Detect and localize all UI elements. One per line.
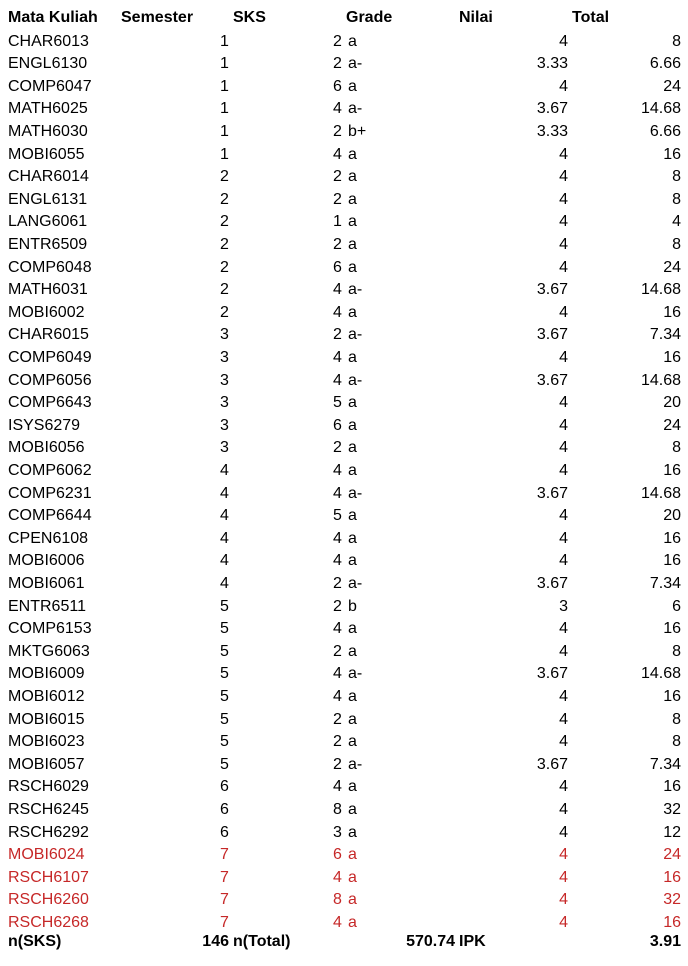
nilai-value: 3 (559, 597, 568, 615)
course-code: COMP6049 (8, 348, 92, 366)
semester-value: 3 (220, 371, 229, 389)
total-value: 7.34 (649, 574, 681, 592)
nilai-value: 3.33 (536, 55, 568, 73)
total-value: 8 (672, 710, 681, 728)
grade-value: a (348, 823, 357, 841)
sks-value: 4 (333, 913, 342, 931)
nilai-value: 4 (559, 710, 568, 728)
total-value: 7.34 (649, 755, 681, 773)
sks-value: 2 (333, 122, 342, 140)
table-row (0, 460, 688, 483)
grade-value: a (348, 213, 357, 231)
semester-value: 1 (220, 122, 229, 140)
grade-value: a (348, 235, 357, 253)
sks-value: 4 (333, 552, 342, 570)
course-code: COMP6644 (8, 507, 92, 525)
grade-value: a- (348, 55, 363, 73)
sks-value: 4 (333, 484, 342, 502)
table-row (0, 686, 688, 709)
total-value: 24 (663, 416, 681, 434)
table-row (0, 437, 688, 460)
total-value: 8 (672, 190, 681, 208)
semester-value: 5 (220, 687, 229, 705)
grade-value: a- (348, 100, 363, 118)
total-value: 16 (663, 348, 681, 366)
total-value: 16 (663, 461, 681, 479)
table-row (0, 596, 688, 619)
total-value: 8 (672, 439, 681, 457)
grade-value: a (348, 461, 357, 479)
course-code: COMP6231 (8, 484, 92, 502)
semester-value: 5 (220, 642, 229, 660)
course-code: MATH6025 (8, 100, 88, 118)
course-code: RSCH6268 (8, 913, 89, 931)
total-value: 7.34 (649, 326, 681, 344)
nilai-value: 4 (559, 507, 568, 525)
sks-value: 4 (333, 461, 342, 479)
table-row (0, 347, 688, 370)
semester-value: 5 (220, 597, 229, 615)
grade-value: a (348, 687, 357, 705)
table-row (0, 166, 688, 189)
total-value: 32 (663, 800, 681, 818)
table-row (0, 528, 688, 551)
course-code: CHAR6013 (8, 32, 89, 50)
table-row (0, 324, 688, 347)
table-row (0, 31, 688, 54)
semester-value: 4 (220, 507, 229, 525)
course-code: LANG6061 (8, 213, 88, 231)
grade-value: a (348, 642, 357, 660)
sks-value: 6 (333, 846, 342, 864)
sks-value: 5 (333, 394, 342, 412)
grade-value: a- (348, 665, 363, 683)
course-code: COMP6048 (8, 258, 92, 276)
total-value: 14.68 (640, 100, 681, 118)
total-value: 8 (672, 235, 681, 253)
nilai-value: 4 (559, 32, 568, 50)
semester-value: 3 (220, 416, 229, 434)
course-code: MOBI6024 (8, 846, 85, 864)
grade-value: a (348, 303, 357, 321)
total-value: 24 (663, 77, 681, 95)
sks-value: 6 (333, 77, 342, 95)
sks-value: 8 (333, 800, 342, 818)
course-code: MOBI6056 (8, 439, 85, 457)
sks-value: 2 (333, 32, 342, 50)
sks-value: 1 (333, 213, 342, 231)
nilai-value: 4 (559, 77, 568, 95)
sks-value: 2 (333, 168, 342, 186)
semester-value: 3 (220, 439, 229, 457)
course-code: ISYS6279 (8, 416, 81, 434)
table-row (0, 889, 688, 912)
nilai-value: 3.67 (536, 326, 568, 344)
grade-value: a (348, 733, 357, 751)
total-value: 16 (663, 552, 681, 570)
table-row (0, 709, 688, 732)
table-row (0, 392, 688, 415)
grade-value: a- (348, 484, 363, 502)
semester-value: 4 (220, 484, 229, 502)
table-row (0, 844, 688, 867)
course-code: MATH6031 (8, 281, 88, 299)
sks-value: 2 (333, 642, 342, 660)
semester-value: 4 (220, 529, 229, 547)
nilai-value: 4 (559, 529, 568, 547)
grade-value: a (348, 258, 357, 276)
nilai-value: 4 (559, 733, 568, 751)
semester-value: 1 (220, 32, 229, 50)
grade-value: a- (348, 281, 363, 299)
grade-value: b (348, 597, 357, 615)
course-code: MOBI6057 (8, 755, 85, 773)
total-value: 8 (672, 168, 681, 186)
total-value: 8 (672, 32, 681, 50)
grade-value: b+ (348, 122, 367, 140)
sks-value: 2 (333, 235, 342, 253)
nilai-value: 3.33 (536, 122, 568, 140)
nilai-value: 4 (559, 800, 568, 818)
semester-value: 5 (220, 755, 229, 773)
total-value: 14.68 (640, 371, 681, 389)
course-code: MATH6030 (8, 122, 88, 140)
table-row (0, 776, 688, 799)
grade-value: a- (348, 755, 363, 773)
grade-value: a (348, 778, 357, 796)
course-code: MOBI6023 (8, 733, 85, 751)
grade-value: a (348, 507, 357, 525)
sks-value: 4 (333, 303, 342, 321)
sks-value: 4 (333, 281, 342, 299)
sks-value: 2 (333, 755, 342, 773)
header-nilai: Nilai (459, 9, 493, 26)
semester-value: 2 (220, 168, 229, 186)
table-row (0, 550, 688, 573)
nilai-value: 4 (559, 552, 568, 570)
total-value: 8 (672, 642, 681, 660)
course-code: MOBI6055 (8, 145, 85, 163)
course-code: CHAR6014 (8, 168, 89, 186)
header-total: Total (572, 9, 610, 26)
grade-value: a (348, 145, 357, 163)
course-code: COMP6643 (8, 394, 92, 412)
nilai-value: 4 (559, 145, 568, 163)
course-code: ENTR6509 (8, 235, 88, 253)
table-row (0, 121, 688, 144)
table-row (0, 799, 688, 822)
grade-value: a (348, 416, 357, 434)
table-row (0, 573, 688, 596)
course-code: MOBI6015 (8, 710, 85, 728)
nilai-value: 4 (559, 778, 568, 796)
grade-value: a (348, 77, 357, 95)
total-value: 16 (663, 687, 681, 705)
course-code: MOBI6061 (8, 574, 85, 592)
nilai-value: 4 (559, 213, 568, 231)
total-value: 16 (663, 620, 681, 638)
table-row (0, 370, 688, 393)
n-sks-value: 146 (202, 933, 229, 950)
table-row (0, 483, 688, 506)
semester-value: 1 (220, 55, 229, 73)
course-code: MOBI6009 (8, 665, 85, 683)
table-row (0, 98, 688, 121)
nilai-value: 3.67 (536, 371, 568, 389)
course-code: MOBI6002 (8, 303, 85, 321)
table-row (0, 302, 688, 325)
grade-value: a (348, 529, 357, 547)
course-code: MOBI6012 (8, 687, 85, 705)
grade-value: a- (348, 574, 363, 592)
nilai-value: 4 (559, 258, 568, 276)
header-row (0, 7, 688, 30)
grade-value: a- (348, 326, 363, 344)
sks-value: 2 (333, 326, 342, 344)
grade-value: a (348, 32, 357, 50)
total-value: 32 (663, 891, 681, 909)
sks-value: 2 (333, 439, 342, 457)
nilai-value: 4 (559, 642, 568, 660)
semester-value: 2 (220, 258, 229, 276)
sks-value: 2 (333, 574, 342, 592)
grade-value: a (348, 394, 357, 412)
course-code: RSCH6107 (8, 868, 89, 886)
semester-value: 4 (220, 574, 229, 592)
nilai-value: 4 (559, 235, 568, 253)
header-mata-kuliah: Mata Kuliah (8, 9, 98, 26)
nilai-value: 3.67 (536, 281, 568, 299)
nilai-value: 4 (559, 823, 568, 841)
semester-value: 2 (220, 190, 229, 208)
course-code: ENGL6131 (8, 190, 88, 208)
table-row (0, 257, 688, 280)
sks-value: 4 (333, 348, 342, 366)
course-code: CHAR6015 (8, 326, 89, 344)
table-row (0, 415, 688, 438)
table-row (0, 234, 688, 257)
semester-value: 6 (220, 778, 229, 796)
sks-value: 4 (333, 145, 342, 163)
nilai-value: 3.67 (536, 574, 568, 592)
semester-value: 7 (220, 868, 229, 886)
table-row (0, 618, 688, 641)
total-value: 20 (663, 394, 681, 412)
sks-value: 2 (333, 55, 342, 73)
total-value: 14.68 (640, 665, 681, 683)
table-row (0, 641, 688, 664)
semester-value: 4 (220, 552, 229, 570)
table-row (0, 663, 688, 686)
nilai-value: 4 (559, 620, 568, 638)
semester-value: 1 (220, 145, 229, 163)
ipk-value: 3.91 (649, 933, 681, 950)
sks-value: 2 (333, 733, 342, 751)
total-value: 6.66 (649, 122, 681, 140)
nilai-value: 4 (559, 416, 568, 434)
nilai-value: 4 (559, 461, 568, 479)
grade-value: a (348, 190, 357, 208)
sks-value: 4 (333, 665, 342, 683)
sks-value: 6 (333, 258, 342, 276)
course-code: COMP6056 (8, 371, 92, 389)
table-row (0, 731, 688, 754)
sks-value: 4 (333, 687, 342, 705)
ipk-label: IPK (459, 933, 486, 950)
nilai-value: 3.67 (536, 484, 568, 502)
table-row (0, 144, 688, 167)
semester-value: 5 (220, 710, 229, 728)
grade-value: a (348, 891, 357, 909)
nilai-value: 4 (559, 868, 568, 886)
nilai-value: 4 (559, 439, 568, 457)
course-code: RSCH6029 (8, 778, 89, 796)
table-row (0, 822, 688, 845)
grade-value: a (348, 913, 357, 931)
course-code: ENTR6511 (8, 597, 86, 615)
course-code: RSCH6292 (8, 823, 89, 841)
semester-value: 5 (220, 620, 229, 638)
sks-value: 2 (333, 190, 342, 208)
table-row (0, 76, 688, 99)
header-grade: Grade (346, 9, 393, 26)
total-value: 16 (663, 303, 681, 321)
course-code: COMP6062 (8, 461, 92, 479)
semester-value: 5 (220, 733, 229, 751)
grade-value: a (348, 710, 357, 728)
semester-value: 2 (220, 303, 229, 321)
grade-value: a (348, 846, 357, 864)
grade-value: a (348, 348, 357, 366)
nilai-value: 4 (559, 687, 568, 705)
sks-value: 6 (333, 416, 342, 434)
table-row (0, 505, 688, 528)
summary-row (0, 931, 688, 954)
sks-value: 4 (333, 529, 342, 547)
nilai-value: 3.67 (536, 755, 568, 773)
total-value: 24 (663, 846, 681, 864)
grade-value: a- (348, 371, 363, 389)
semester-value: 5 (220, 665, 229, 683)
semester-value: 7 (220, 891, 229, 909)
table-row (0, 53, 688, 76)
semester-value: 6 (220, 800, 229, 818)
grade-value: a (348, 168, 357, 186)
total-value: 8 (672, 733, 681, 751)
nilai-value: 4 (559, 891, 568, 909)
table-row (0, 211, 688, 234)
semester-value: 3 (220, 348, 229, 366)
total-value: 16 (663, 145, 681, 163)
sks-value: 2 (333, 710, 342, 728)
total-value: 6 (672, 597, 681, 615)
nilai-value: 3.67 (536, 665, 568, 683)
header-sks: SKS (233, 9, 266, 26)
semester-value: 7 (220, 913, 229, 931)
nilai-value: 4 (559, 348, 568, 366)
semester-value: 3 (220, 326, 229, 344)
n-total-label: n(Total) (233, 933, 291, 950)
sks-value: 8 (333, 891, 342, 909)
total-value: 14.68 (640, 484, 681, 502)
semester-value: 2 (220, 281, 229, 299)
sks-value: 4 (333, 778, 342, 796)
grade-value: a (348, 868, 357, 886)
total-value: 20 (663, 507, 681, 525)
total-value: 4 (672, 213, 681, 231)
header-semester: Semester (121, 9, 194, 26)
total-value: 12 (663, 823, 681, 841)
nilai-value: 4 (559, 168, 568, 186)
semester-value: 2 (220, 235, 229, 253)
semester-value: 1 (220, 77, 229, 95)
course-code: COMP6153 (8, 620, 92, 638)
semester-value: 1 (220, 100, 229, 118)
table-row (0, 279, 688, 302)
grade-value: a (348, 439, 357, 457)
semester-value: 3 (220, 394, 229, 412)
table-row (0, 189, 688, 212)
sks-value: 5 (333, 507, 342, 525)
nilai-value: 4 (559, 190, 568, 208)
grade-value: a (348, 552, 357, 570)
semester-value: 2 (220, 213, 229, 231)
nilai-value: 4 (559, 303, 568, 321)
course-code: RSCH6260 (8, 891, 89, 909)
nilai-value: 4 (559, 394, 568, 412)
sks-value: 4 (333, 620, 342, 638)
course-code: MKTG6063 (8, 642, 90, 660)
total-value: 16 (663, 868, 681, 886)
total-value: 24 (663, 258, 681, 276)
course-code: COMP6047 (8, 77, 92, 95)
course-code: CPEN6108 (8, 529, 89, 547)
total-value: 6.66 (649, 55, 681, 73)
n-total-value: 570.74 (406, 933, 455, 950)
nilai-value: 4 (559, 913, 568, 931)
course-code: MOBI6006 (8, 552, 85, 570)
table-row (0, 754, 688, 777)
sks-value: 4 (333, 371, 342, 389)
total-value: 16 (663, 913, 681, 931)
table-row (0, 867, 688, 890)
sks-value: 4 (333, 868, 342, 886)
total-value: 16 (663, 529, 681, 547)
semester-value: 6 (220, 823, 229, 841)
semester-value: 4 (220, 461, 229, 479)
nilai-value: 4 (559, 846, 568, 864)
total-value: 14.68 (640, 281, 681, 299)
nilai-value: 3.67 (536, 100, 568, 118)
n-sks-label: n(SKS) (8, 933, 62, 950)
sks-value: 2 (333, 597, 342, 615)
semester-value: 7 (220, 846, 229, 864)
course-code: ENGL6130 (8, 55, 88, 73)
total-value: 16 (663, 778, 681, 796)
sks-value: 4 (333, 100, 342, 118)
grade-value: a (348, 800, 357, 818)
sks-value: 3 (333, 823, 342, 841)
grade-value: a (348, 620, 357, 638)
course-code: RSCH6245 (8, 800, 89, 818)
